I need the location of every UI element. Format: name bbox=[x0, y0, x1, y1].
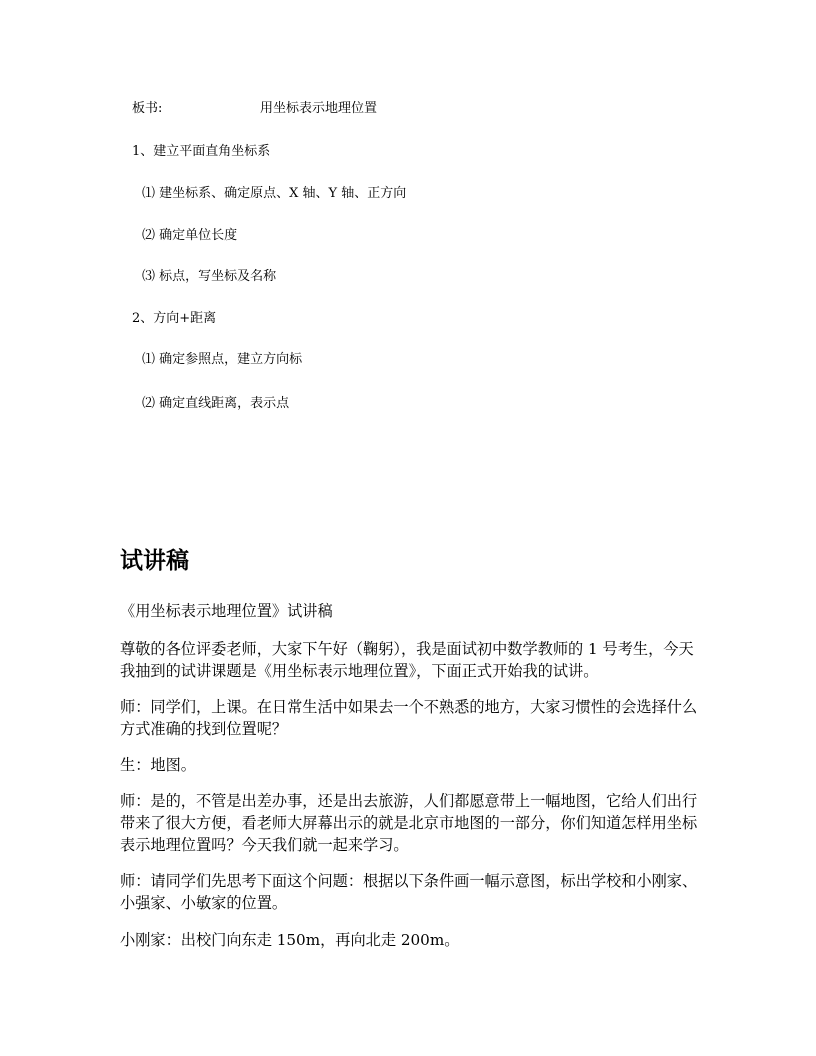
board-title: 用坐标表示地理位置 bbox=[260, 101, 378, 116]
script-paragraph-question: 师：同学们，上课。在日常生活中如果去一个不熟悉的地方，大家习惯性的会选择什么方式准确的找到位置呢？ bbox=[120, 698, 698, 738]
section-1-title: 1、建立平面直角坐标系 bbox=[132, 144, 271, 159]
section-1-item-3: ⑶ 标点，写坐标及名称 bbox=[142, 269, 277, 284]
script-paragraph-intro: 尊敬的各位评委老师，大家下午好（鞠躬），我是面试初中数学教师的 1 号考生，今天我抽到的试讲课题是《用坐标表示地理位置》，下面正式开始我的试讲。 bbox=[120, 640, 694, 680]
script-heading: 试讲稿 bbox=[120, 548, 189, 574]
script-paragraph-task: 师：请同学们先思考下面这个问题：根据以下条件画一幅示意图，标出学校和小刚家、小强家、小敏家的位置。 bbox=[120, 872, 698, 912]
section-2-title: 2、方向+距离 bbox=[132, 311, 217, 326]
script-title-line: 《用坐标表示地理位置》试讲稿 bbox=[120, 602, 333, 620]
section-2-item-2: ⑵ 确定直线距离，表示点 bbox=[142, 396, 290, 411]
script-paragraph-answer: 生：地图。 bbox=[120, 756, 196, 774]
script-paragraph-map: 师：是的，不管是出差办事，还是出去旅游，人们都愿意带上一幅地图，它给人们出行带来了很大方便，看老师大屏幕出示的就是北京市地图的一部分，你们知道怎样用坐标表示地理位置吗？今天我们就一起来学习。 bbox=[120, 792, 698, 854]
section-1-item-1: ⑴ 建坐标系、确定原点、X 轴、Y 轴、正方向 bbox=[142, 186, 407, 201]
script-paragraph-xiaogang: 小刚家：出校门向东走 150m，再向北走 200m。 bbox=[120, 931, 460, 949]
board-label: 板书: bbox=[132, 101, 163, 116]
section-1-item-2: ⑵ 确定单位长度 bbox=[142, 228, 238, 243]
section-2-item-1: ⑴ 确定参照点，建立方向标 bbox=[142, 352, 303, 367]
